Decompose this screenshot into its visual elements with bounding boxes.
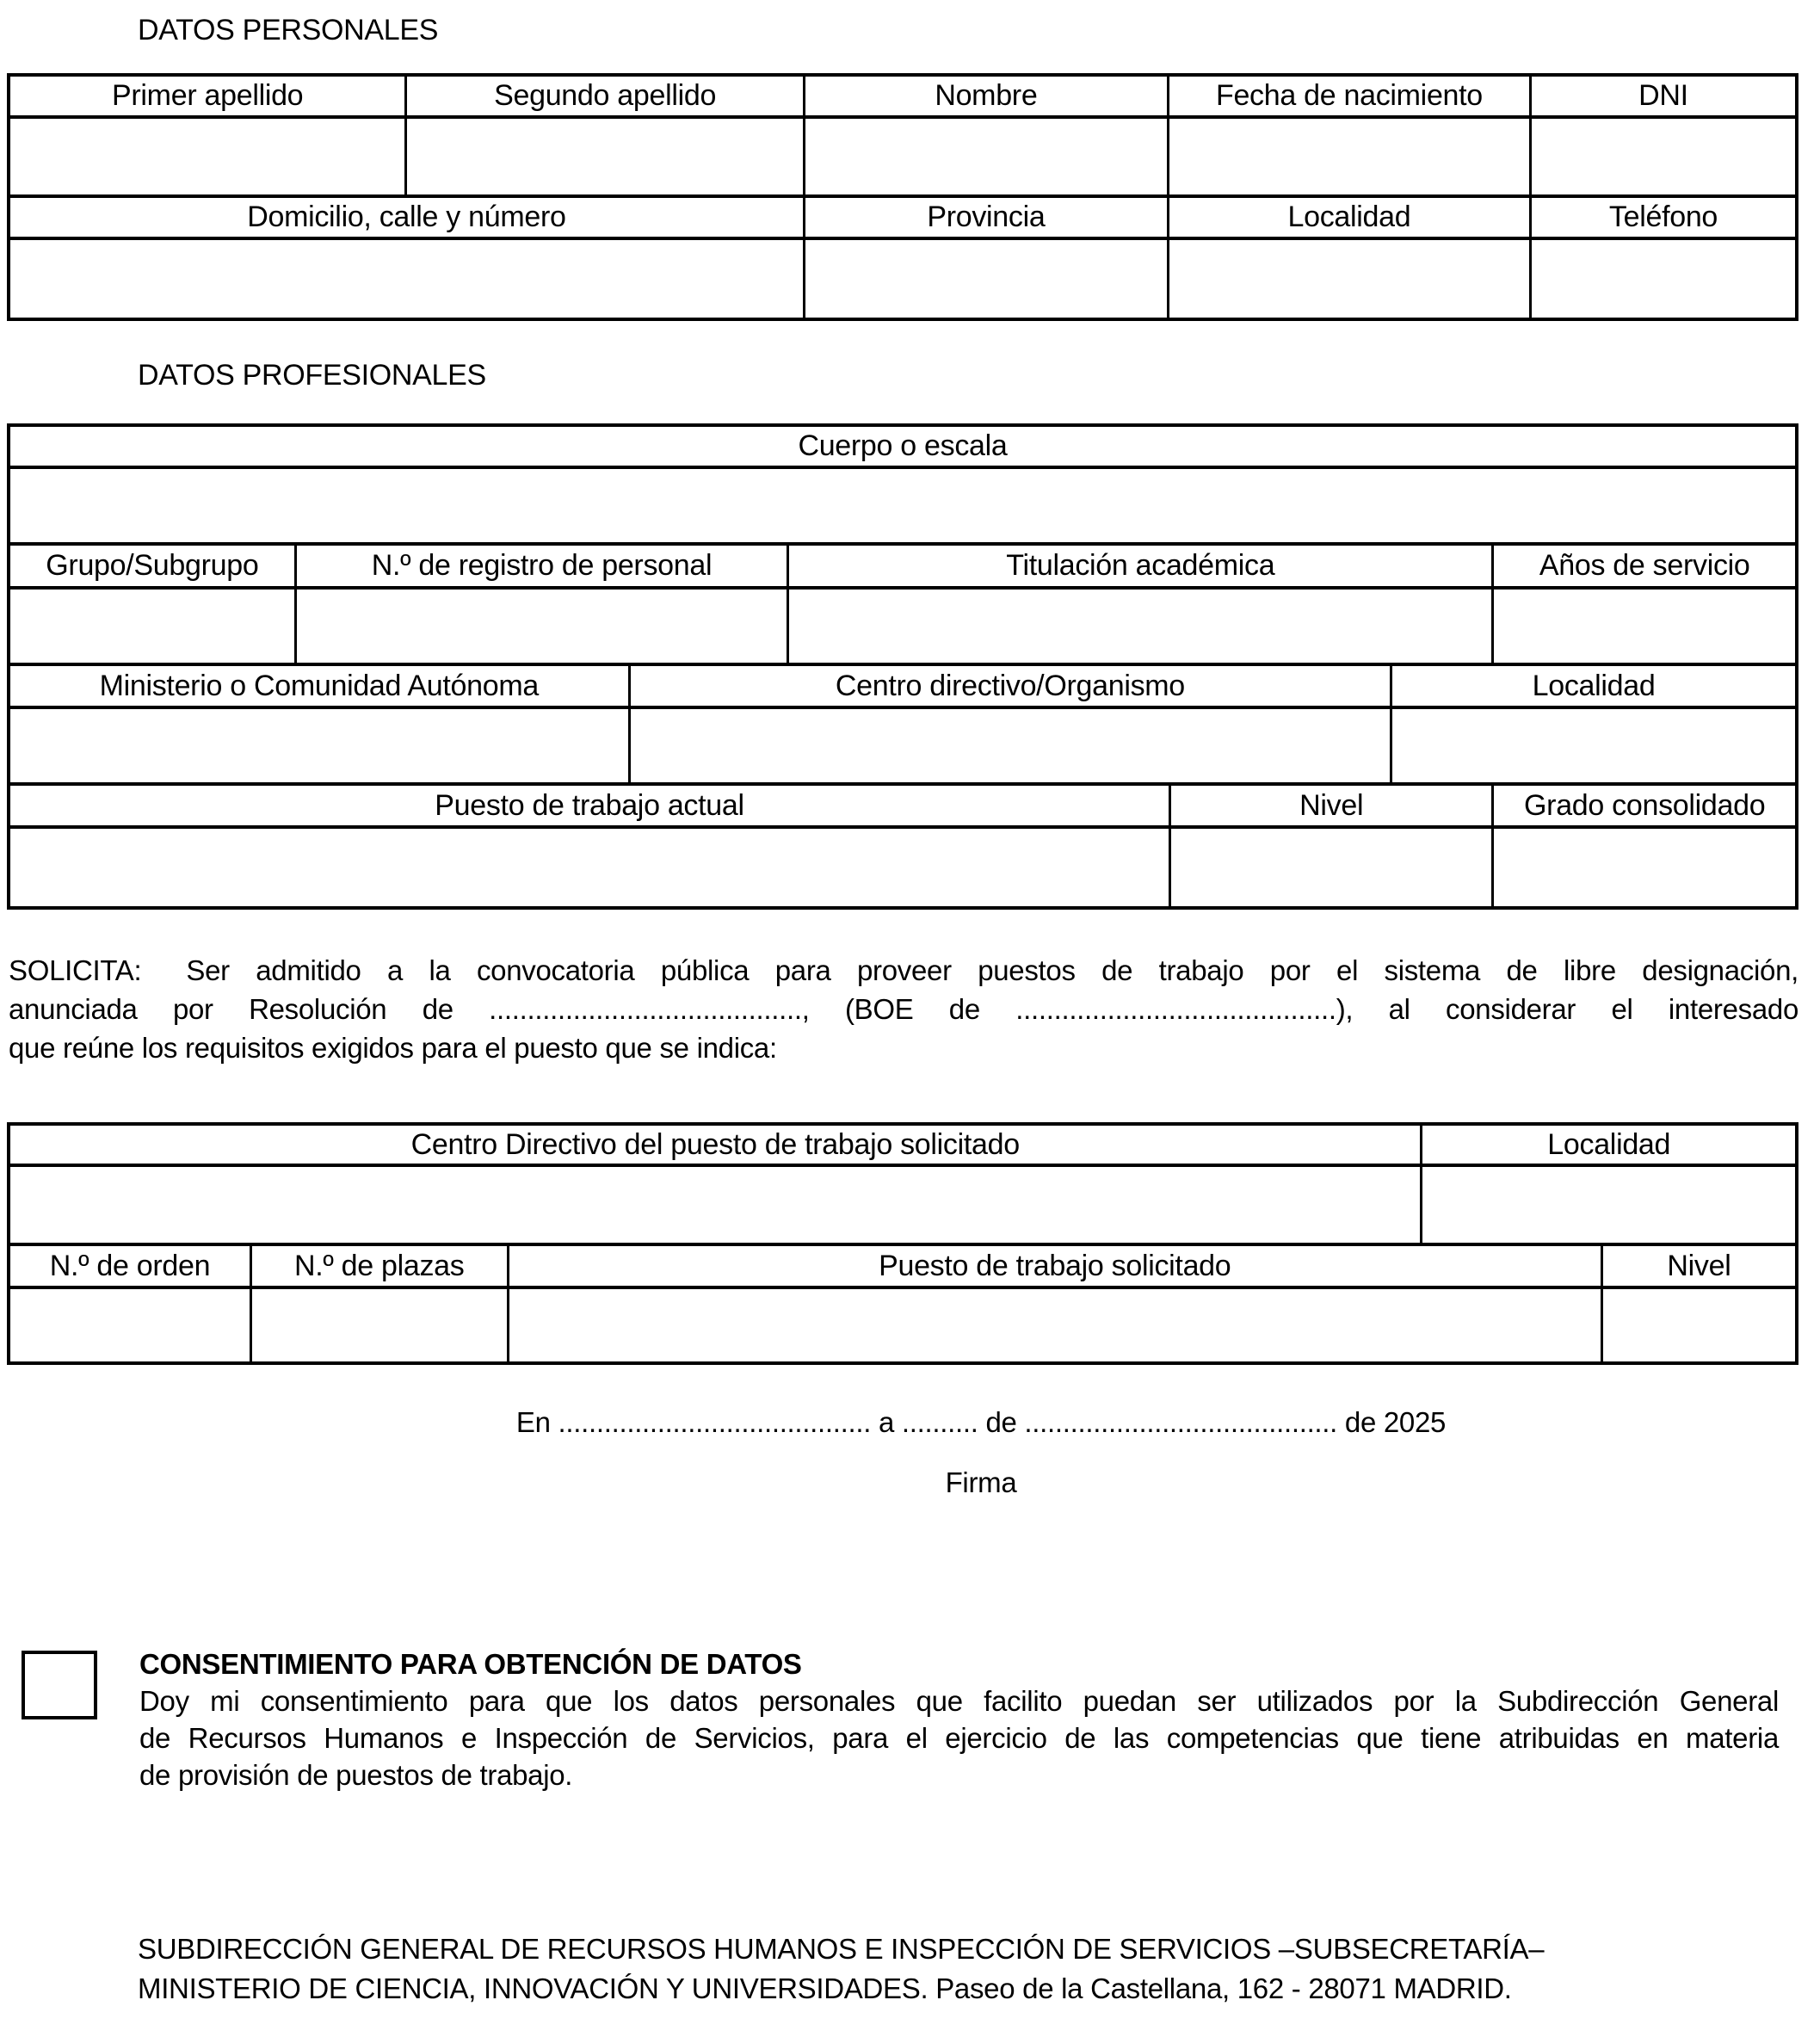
- personal-data-table: [7, 73, 1798, 321]
- professional-header-grupo-row: [10, 542, 1795, 586]
- header-registro-personal: N.º de registro de personal: [294, 546, 787, 586]
- header-localidad-solicitado: Localidad: [1420, 1126, 1795, 1164]
- field-num-orden[interactable]: [10, 1289, 250, 1361]
- consent-title: CONSENTIMIENTO PARA OBTENCIÓN DE DATOS: [139, 1648, 802, 1680]
- field-centro-directivo[interactable]: [628, 709, 1391, 782]
- header-dni: DNI: [1529, 77, 1795, 115]
- professional-header-ministerio-row: [10, 663, 1795, 706]
- requested-header-row-1: [10, 1126, 1795, 1164]
- header-segundo-apellido: Segundo apellido: [404, 77, 803, 115]
- consent-section: [0, 1645, 1820, 1793]
- form-page: [0, 14, 1820, 2009]
- header-nivel: Nivel: [1169, 786, 1491, 825]
- header-num-plazas: N.º de plazas: [250, 1246, 507, 1286]
- header-localidad: Localidad: [1167, 198, 1529, 237]
- professional-input-cuerpo: [10, 466, 1795, 542]
- field-puesto-solicitado[interactable]: [507, 1289, 1601, 1361]
- requested-header-row-2: [10, 1243, 1795, 1286]
- field-fecha-nacimiento[interactable]: [1167, 119, 1529, 194]
- header-primer-apellido: Primer apellido: [112, 79, 304, 112]
- personal-header-row-1: [10, 77, 1795, 115]
- header-centro-directivo: Centro directivo/Organismo: [628, 666, 1391, 706]
- header-domicilio: Domicilio, calle y número: [247, 201, 566, 233]
- header-centro-directivo-solicitado: Centro Directivo del puesto de trabajo solicitado: [410, 1127, 1020, 1161]
- professional-input-ministerio-row: [10, 706, 1795, 782]
- header-nivel-solicitado: Nivel: [1601, 1246, 1795, 1286]
- header-cuerpo-escala: Cuerpo o escala: [798, 429, 1008, 462]
- consent-line-2: de Recursos Humanos e Inspección de Servicios, para el ejercicio de las competencias que tiene atribuidas en materia: [139, 1722, 1779, 1754]
- field-titulacion-academica[interactable]: [787, 590, 1491, 663]
- field-nombre[interactable]: [803, 119, 1167, 194]
- requested-input-row-2: [10, 1286, 1795, 1361]
- solicita-line-1: [9, 951, 1798, 990]
- field-telefono[interactable]: [1529, 240, 1795, 318]
- field-segundo-apellido[interactable]: [404, 119, 803, 194]
- professional-header-puesto-row: [10, 782, 1795, 825]
- header-provincia: Provincia: [803, 198, 1167, 237]
- field-registro-personal[interactable]: [294, 590, 787, 663]
- field-ministerio-ccaa[interactable]: [10, 709, 628, 782]
- field-grupo-subgrupo[interactable]: [10, 590, 294, 663]
- section-title-datos-personales: DATOS PERSONALES: [138, 14, 439, 46]
- section-title-datos-profesionales: DATOS PROFESIONALES: [138, 359, 486, 392]
- solicita-line-3: que reúne los requisitos exigidos para el puesto que se indica:: [9, 1032, 777, 1064]
- field-localidad-solicitado[interactable]: [1420, 1167, 1795, 1243]
- field-localidad[interactable]: [1167, 240, 1529, 318]
- field-domicilio[interactable]: [10, 240, 803, 318]
- field-num-plazas[interactable]: [250, 1289, 507, 1361]
- field-nivel-solicitado[interactable]: [1601, 1289, 1795, 1361]
- solicita-paragraph: [9, 951, 1798, 1067]
- header-nombre: Nombre: [803, 77, 1167, 115]
- field-dni[interactable]: [1529, 119, 1795, 194]
- field-cuerpo-escala[interactable]: [10, 469, 1795, 542]
- header-grado-consolidado: Grado consolidado: [1491, 786, 1795, 825]
- header-ministerio-ccaa: Ministerio o Comunidad Autónoma: [99, 669, 540, 702]
- header-puesto-actual: Puesto de trabajo actual: [435, 788, 744, 822]
- solicita-label: SOLICITA:: [9, 954, 142, 986]
- consent-text-block: [139, 1645, 1779, 1793]
- solicita-line-1-text: Ser admitido a la convocatoria pública para proveer puestos de trabajo por el sistema de libre designación,: [186, 954, 1798, 986]
- header-anos-servicio: Años de servicio: [1491, 546, 1795, 586]
- date-line: En ......................................... a .......... de ......................................... de 2025: [515, 1406, 1447, 1438]
- footer-address: [138, 1929, 1798, 2009]
- personal-input-row-1: [10, 115, 1795, 194]
- field-nivel[interactable]: [1169, 829, 1491, 906]
- professional-data-table: [7, 423, 1798, 910]
- field-grado-consolidado[interactable]: [1491, 829, 1795, 906]
- field-localidad-profesional[interactable]: [1390, 709, 1795, 782]
- header-puesto-solicitado: Puesto de trabajo solicitado: [507, 1246, 1601, 1286]
- consent-line-3: de provisión de puestos de trabajo.: [139, 1759, 573, 1791]
- personal-input-row-2: [10, 237, 1795, 318]
- field-primer-apellido[interactable]: [10, 119, 404, 194]
- consent-line-1: Doy mi consentimiento para que los datos personales que facilito puedan ser utilizados por la Subdirección General: [139, 1685, 1779, 1717]
- consent-checkbox[interactable]: [22, 1651, 97, 1719]
- requested-post-table: [7, 1122, 1798, 1365]
- firma-label: Firma: [945, 1466, 1017, 1498]
- personal-header-row-2: [10, 194, 1795, 237]
- professional-input-puesto-row: [10, 825, 1795, 906]
- field-puesto-actual[interactable]: [10, 829, 1169, 906]
- header-localidad-profesional: Localidad: [1390, 666, 1795, 706]
- header-telefono: Teléfono: [1529, 198, 1795, 237]
- solicita-line-2: anunciada por Resolución de ........................................., (BOE de ..........................................), al considerar el interesado: [9, 993, 1798, 1025]
- requested-input-row-1: [10, 1164, 1795, 1243]
- field-provincia[interactable]: [803, 240, 1167, 318]
- header-titulacion-academica: Titulación académica: [787, 546, 1491, 586]
- field-centro-directivo-solicitado[interactable]: [10, 1167, 1420, 1243]
- header-fecha-nacimiento: Fecha de nacimiento: [1167, 77, 1529, 115]
- header-num-orden: N.º de orden: [49, 1249, 211, 1282]
- footer-line-2: MINISTERIO DE CIENCIA, INNOVACIÓN Y UNIVERSIDADES. Paseo de la Castellana, 162 - 28071 MADRID.: [138, 1972, 1512, 2004]
- field-anos-servicio[interactable]: [1491, 590, 1795, 663]
- footer-line-1: SUBDIRECCIÓN GENERAL DE RECURSOS HUMANOS E INSPECCIÓN DE SERVICIOS –SUBSECRETARÍA–: [138, 1933, 1545, 1965]
- professional-header-cuerpo: [10, 427, 1795, 466]
- professional-input-grupo-row: [10, 586, 1795, 663]
- signature-block: [0, 1406, 1820, 1499]
- header-grupo-subgrupo: Grupo/Subgrupo: [46, 549, 259, 582]
